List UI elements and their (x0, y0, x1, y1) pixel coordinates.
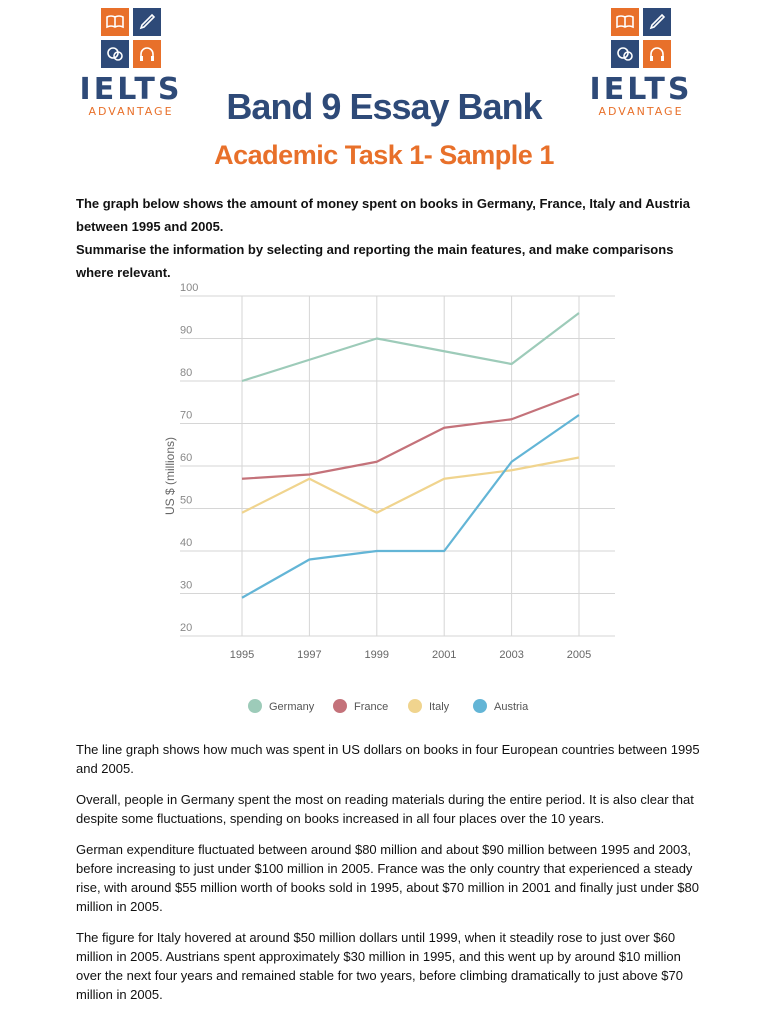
headphones-icon (643, 40, 671, 68)
y-axis-label: US $ (millions) (163, 436, 177, 516)
y-tick-label-20: 20 (180, 622, 193, 634)
x-tick-label-2001: 2001 (431, 649, 457, 661)
page-subtitle: Academic Task 1- Sample 1 (214, 140, 554, 170)
series-line-germany (242, 313, 579, 381)
y-tick-label-30: 30 (180, 579, 193, 592)
book-spending-line-chart (150, 282, 630, 722)
legend-swatch-austria (473, 699, 487, 713)
x-tick-label-2005: 2005 (566, 649, 592, 661)
y-tick-label-50: 50 (180, 494, 193, 507)
speech-bubbles-icon (101, 40, 129, 68)
legend-swatch-germany (248, 699, 262, 713)
y-tick-label-40: 40 (180, 537, 193, 549)
logo-tagline: ADVANTAGE (88, 105, 174, 118)
model-essay (76, 740, 706, 1016)
essay-paragraph-2: Overall, people in Germany spent the most on reading materials during the entire period. It is also clear that despite some fluctuations, spending on books increased in all four places over the 10 years. (76, 792, 694, 826)
x-tick-label-1995: 1995 (229, 649, 255, 661)
logo-tagline: ADVANTAGE (598, 105, 684, 118)
legend-swatch-france (333, 699, 347, 713)
x-tick-label-2003: 2003 (499, 649, 524, 661)
legend-label-germany: Germany (269, 701, 315, 713)
book-icon (611, 8, 639, 36)
book-icon (101, 8, 129, 36)
legend-swatch-italy (408, 699, 422, 713)
pen-icon (643, 8, 671, 36)
y-tick-label-60: 60 (180, 452, 193, 464)
y-tick-label-100: 100 (180, 282, 199, 294)
series-line-austria (242, 415, 579, 598)
essay-paragraph-3: German expenditure fluctuated between around $80 million and about $90 million between 1995 and 2003, before increasing to just under $100 million in 2005. France was the only country that experienced a steady rise, with around $55 million worth of books sold in 1995, about $70 million in 2001 and finally just under $80 million in 2005. (76, 842, 699, 914)
y-tick-label-90: 90 (180, 324, 193, 337)
x-tick-label-1999: 1999 (364, 649, 390, 661)
logo-wordmark: IELTS (589, 72, 693, 107)
logo-icon-grid (101, 8, 161, 68)
prompt-line-2: Summarise the information by selecting and reporting the main features, and make comparisons where relevant. (76, 242, 674, 280)
y-tick-label-80: 80 (180, 367, 193, 379)
headphones-icon (133, 40, 161, 68)
pen-icon (133, 8, 161, 36)
speech-bubbles-icon (611, 40, 639, 68)
y-tick-label-70: 70 (180, 409, 193, 422)
task-prompt (76, 192, 706, 284)
legend-label-austria: Austria (494, 701, 529, 713)
x-tick-label-1997: 1997 (297, 649, 322, 661)
page-title: Band 9 Essay Bank (226, 86, 542, 127)
legend-label-france: France (354, 701, 389, 713)
legend-label-italy: Italy (429, 701, 450, 713)
logo-wordmark: IELTS (79, 72, 183, 107)
essay-paragraph-1: The line graph shows how much was spent in US dollars on books in four European countries between 1995 and 2005. (76, 742, 700, 776)
prompt-line-1: The graph below shows the amount of money spent on books in Germany, France, Italy and Austria between 1995 and 2005. (76, 196, 690, 234)
logo-icon-grid (611, 8, 671, 68)
essay-paragraph-4: The figure for Italy hovered at around $50 million dollars until 1999, when it steadily rose to just over $60 million in 2005. Austrians spent approximately $30 million in 1995, and this went up by around $10 million over the next four years and remained stable for two years, before climbing dramatically to just above $70 million in 2005. (76, 930, 683, 1002)
